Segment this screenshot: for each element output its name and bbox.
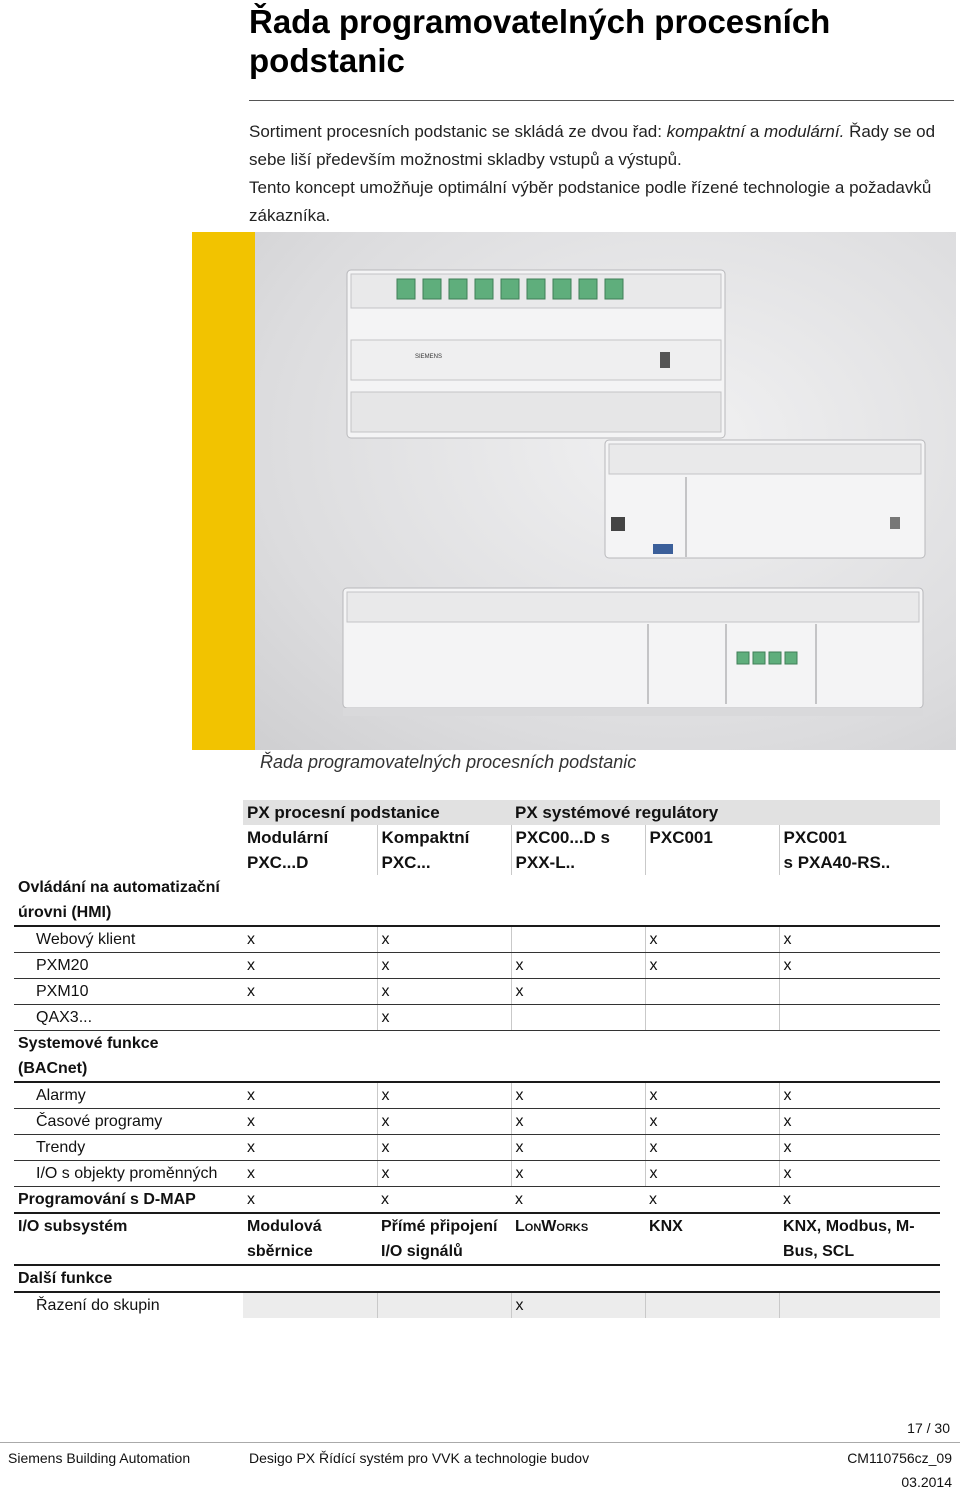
section-dmap: Programování s D-MAP x x x x x xyxy=(14,1187,940,1214)
table-row: Řazení do skupin x xyxy=(14,1292,940,1318)
col-header-1: Modulární PXC...D xyxy=(247,828,329,872)
controller-middle xyxy=(605,440,925,558)
table-row: I/O s objekty proměnných x x x x x xyxy=(14,1161,940,1187)
footer-divider xyxy=(0,1442,960,1443)
header-group-row xyxy=(14,800,940,825)
photo-background xyxy=(255,232,956,750)
section-other-label: Další funkce xyxy=(14,1265,940,1292)
section-hmi xyxy=(14,875,940,926)
comparison-table xyxy=(14,800,940,1318)
intro-text xyxy=(249,118,949,230)
footer-document-title: Desigo PX Řídící systém pro VVK a technologie budov xyxy=(249,1450,590,1466)
title-divider xyxy=(249,100,954,101)
footer-company: Siemens Building Automation xyxy=(8,1450,191,1466)
table-row: PXM20 x x x x x xyxy=(14,953,940,979)
table-row: Časové programy x x x x x xyxy=(14,1109,940,1135)
section-io: I/O subsystém Modulová sběrnice Přímé připojení I/O signálů LonWorks KNX KNX, Modbus, M-Bus, SCL xyxy=(14,1213,940,1265)
col-header-3: PXC00...D s PXX-L.. xyxy=(511,825,645,875)
page-number: 17 / 30 xyxy=(907,1420,950,1436)
section-io-label: I/O subsystém xyxy=(14,1213,243,1265)
intro-paragraph-1: Sortiment procesních podstanic se skládá ze dvou řad: kompaktní a modulární. Řady se od sebe liší především možnostmi skladby vstupů a výstupů. xyxy=(249,122,936,169)
header-type-row xyxy=(14,825,940,875)
group-header-px: PX procesní podstanice xyxy=(243,800,511,825)
page-title: Řada programovatelných procesních podstanic xyxy=(249,3,831,79)
col-header-5: PXC001 s PXA40-RS.. xyxy=(779,825,940,875)
table-row: QAX3... x xyxy=(14,1005,940,1031)
section-dmap-label: Programování s D-MAP xyxy=(14,1187,243,1214)
section-hmi-label: Ovládání na automatizační úrovni (HMI) xyxy=(18,879,220,921)
intro-paragraph-2: Tento koncept umožňuje optimální výběr podstanice podle řízené technologie a požadavků zákazníka. xyxy=(249,178,932,225)
section-other xyxy=(14,1265,940,1292)
controller-bottom xyxy=(343,588,923,716)
footer-doc-id: CM110756cz_09 03.2014 xyxy=(847,1450,952,1490)
product-photo xyxy=(192,232,956,750)
group-header-system: PX systémové regulátory xyxy=(511,800,940,825)
table-row: Trendy x x x x x xyxy=(14,1135,940,1161)
table-row: PXM10 x x x xyxy=(14,979,940,1005)
controller-top xyxy=(347,270,725,438)
col-header-2: Kompaktní PXC... xyxy=(377,825,511,875)
col-header-4: PXC001 xyxy=(645,825,779,875)
table-row: Alarmy x x x x x xyxy=(14,1082,940,1109)
table-row: Webový klient x x x x xyxy=(14,926,940,953)
controllers-illustration xyxy=(255,232,956,750)
brand-label: SIEMENS xyxy=(415,354,443,360)
photo-caption: Řada programovatelných procesních podstanic xyxy=(260,752,637,772)
section-system-label: Systemové funkce (BACnet) xyxy=(18,1035,159,1077)
section-system xyxy=(14,1031,940,1083)
